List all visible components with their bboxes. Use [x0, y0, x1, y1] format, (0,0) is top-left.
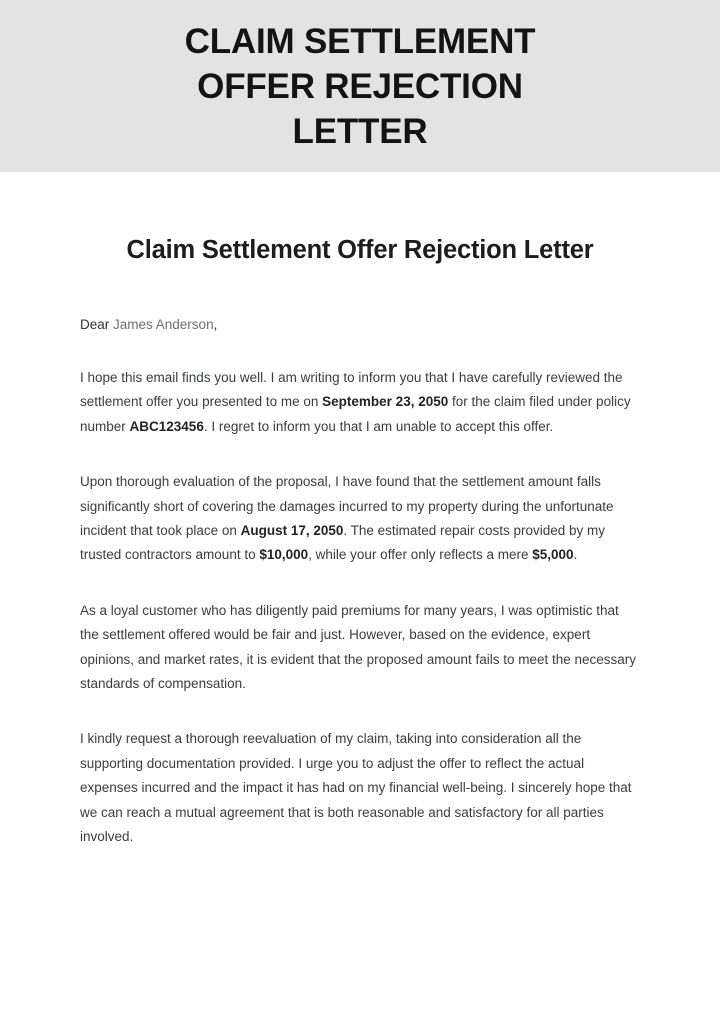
salutation-punctuation: ,	[213, 317, 218, 332]
document-banner	[0, 0, 720, 172]
paragraph-2	[80, 439, 640, 568]
paragraph-4	[80, 696, 640, 849]
emphasized-text: $5,000	[532, 547, 574, 563]
letter-body	[0, 172, 720, 850]
body-text: for the claim filed under policy number	[80, 394, 631, 434]
salutation-line	[80, 266, 640, 336]
body-text: Upon thorough evaluation of the proposal, I have found that the settlement amount falls significantly short of covering the damages incurred to my property during the unfortunate incident that took place on	[80, 474, 614, 539]
salutation-greeting: Dear	[80, 317, 114, 332]
paragraph-1	[80, 336, 640, 439]
letter-paragraphs	[80, 336, 640, 850]
body-text: . I regret to inform you that I am unable to accept this offer.	[203, 418, 554, 434]
emphasized-text: ABC123456	[129, 418, 204, 434]
emphasized-text: $10,000	[259, 547, 309, 563]
body-text: I hope this email finds you well. I am writing to inform you that I have carefully reviewed the settlement offer you presented to me on	[80, 370, 623, 410]
paragraph-3	[80, 568, 640, 697]
banner-title: CLAIM SETTLEMENT OFFER REJECTION LETTER	[184, 21, 536, 151]
body-text: I kindly request a thorough reevaluation of my claim, taking into consideration all the supporting documentation provided. I urge you to adjust the offer to reflect the actual expenses incurred and the impact it has had on my financial well-being. I sincerely hope that we can reach a mutual agreement that is both reasonable and satisfactory for all parties involved.	[80, 731, 632, 845]
emphasized-text: September 23, 2050	[322, 394, 449, 410]
letter-title: Claim Settlement Offer Rejection Letter	[126, 236, 594, 264]
body-text: . The estimated repair costs provided by my trusted contractors amount to	[80, 523, 606, 563]
salutation-recipient: James Anderson	[113, 317, 214, 332]
body-text: , while your offer only reflects a mere	[308, 547, 533, 563]
emphasized-text: August 17, 2050	[240, 523, 344, 539]
body-text: As a loyal customer who has diligently paid premiums for many years, I was optimistic that the settlement offered would be fair and just. However, based on the evidence, expert opinions, and market rates, it is evident that the proposed amount fails to meet the necessary standards of compensation.	[80, 602, 637, 692]
body-text: .	[573, 547, 578, 563]
